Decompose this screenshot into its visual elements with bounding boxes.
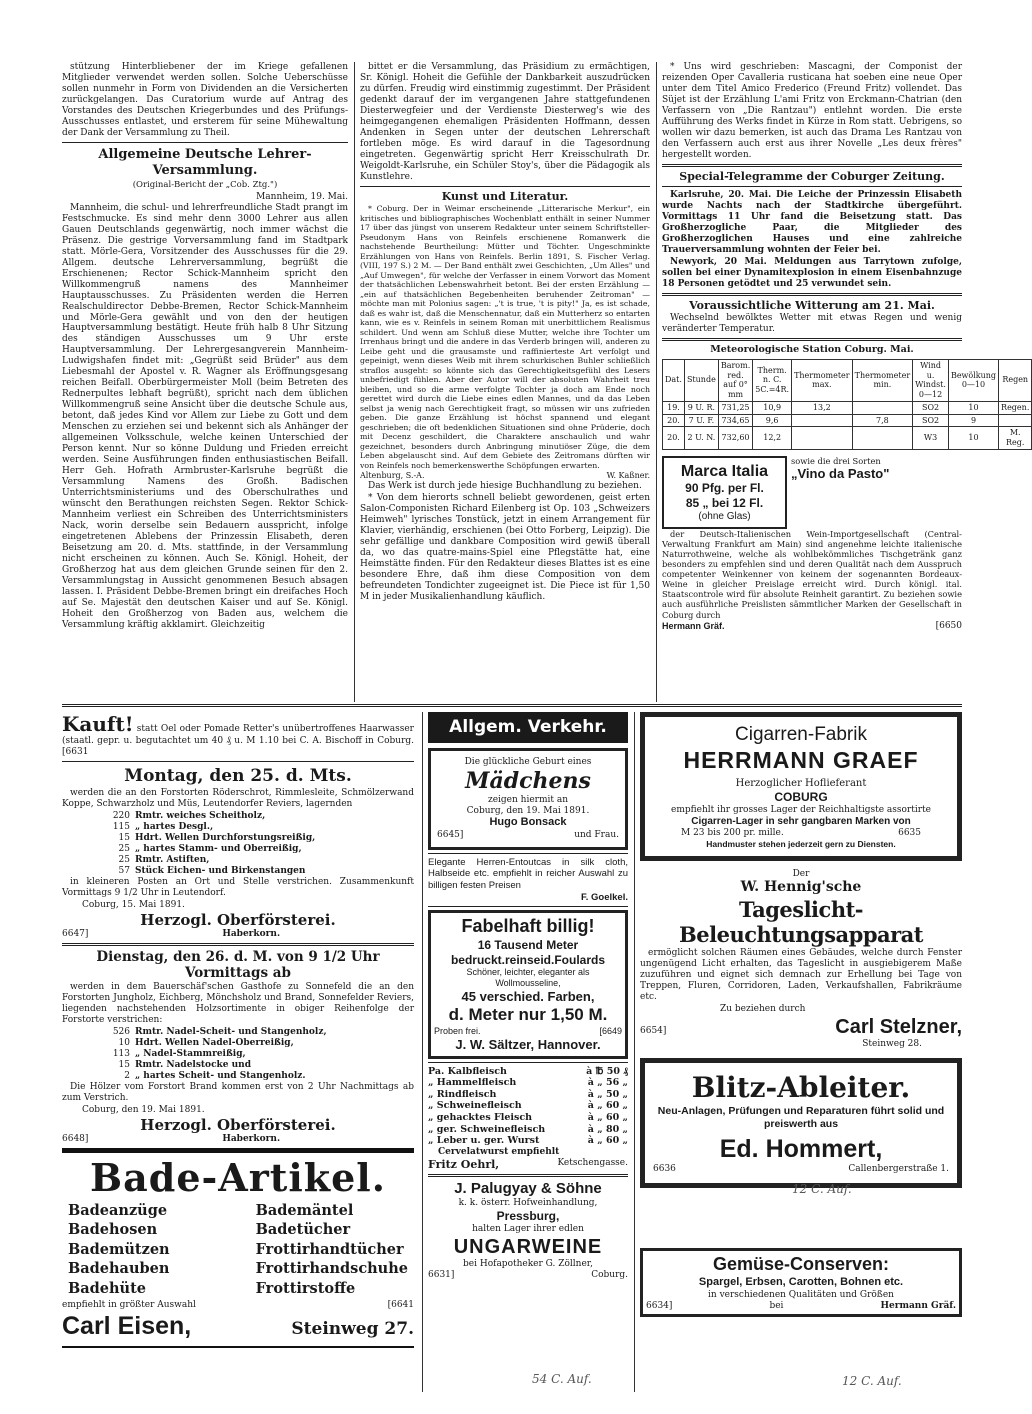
article-body: Mannheim, die schul- und lehrerfreundliche Stadt prangt im Festschmucke. Es sind mehr denn 3000 Lehrer aus allen Gauen Deutschlands gegenwärtig, noch immer wächst die Präsenz. Die gestrige Vorversammlung fand im Stadtpark statt. Mörle-Gera, Vorsitzender des Ausschusses für die 29. Allgem. deutsche Lehrerversammlung, begrüßt die Erschienenen; Rector Schick-Mannheim spricht den Willkommengruß namens des Mannheimer Hauptausschusses. Zu Präsidenten werden die Herren Realschuldirector Debbe-Bremen, Rector Schick-Mannheim und Mörle-Gera gewählt und von den der heutigen Hauptversammlung bestätigt. Heute früh halb 8 Uhr Sitzung des ständigen Ausschusses um 9 Uhr erste Hauptversammlung. Der Lehrergesangverein Mannheim-Ludwigshafen findet mit: „Gegrüßt seid Brüder" aus dem Liebesmahl der Apostel v. R. Wagner als Eröffnungsgesang reichen Beifall. Oberbürgermeister Moll (beim Betreten des Rednerpultes lebhaft begrüßt), spricht nach dem üblichen Willkommengruß seine Ansicht über die deutsche Schule aus, betont, daß jedes Kind vor Allem zur Liebe zu Gott und dem Menschen zu erziehen sei und bekennt sich als Anhänger der allgemeinen Volksschule, welche keinen Unterschied der Person kennt. Nur so könne Duldung und Frieden erreicht werden. Seine Ausführungen finden enthusiastischen Beifall. Herr Geh. Hofrath Armbruster-Karlsruhe begrüßt die Versammlung Namens des Großh. Badischen Unterrichtsministeriums und des Oberschulrathes und wünscht den Berathungen reichsten Segen. Rektor Schick-Mannheim verliest ein Schreiben des Unterrichtsministers Nack, worin derselbe sein Bedauern ausspricht, infolge eingetretenen Ablebens der Prinzessin Elisabeth, deren Beisetzung am 20. d. Mts. stattfinde, in der Versammlung nicht erscheinen zu können. Auch Se. Königl. Hoheit, der Großherzog hat aus dem gleichen Grunde seinen für den 2. Versammlungstag in Aussicht genommenen Besuch absagen lassen. I. Präsident Debbe-Bremen bringt ein dreifaches Hoch auf Se. Majestät den deutschen Kaiser und auf Se. Königl. Hoheit den Großherzog von Baden aus, welchem die Versammlung kräftig akklamirt. Gleichzeitig [62, 202, 348, 630]
list-item [102, 1060, 414, 1071]
montag-title: Montag, den 25. d. Mts. [124, 766, 352, 787]
list-item [428, 1066, 628, 1078]
handwritten-note: 12 C. Auf. [842, 1374, 902, 1388]
saeltzer-num: [6649 [599, 1025, 622, 1036]
verkehr-banner: Allgem. Verkehr. [428, 712, 628, 743]
telegram-karlsruhe: Karlsruhe, 20. Mai. Die Leiche der Prinzessin Elisabeth wurde Nachts nach der Stadtkirche übergeführt. Vormittags 11 Uhr fand die Beisetzung statt. Das Großherzogliche Paar, die Mitglieder des Großherzoglichen Hauses und eine zahlreiche Trauerversammlung wohnten der Feier bei. [662, 190, 962, 255]
dienstag-num: 6648] [62, 1133, 89, 1144]
graef-l5: M 23 bis 200 pr. mille. [681, 828, 784, 839]
item-desc: Stück Eichen- und Birkenstangen [135, 865, 306, 876]
list-item [102, 1071, 414, 1082]
met-cell: 9,6 [753, 414, 792, 427]
item-name: „ Hammelfleisch [428, 1077, 517, 1089]
palugyay-title: J. Palugyay & Söhne [454, 1180, 602, 1198]
list-item: Bademützen [68, 1240, 170, 1258]
marca-price-2: 85 „ bei 12 Fl. [685, 495, 764, 510]
item-qty: 15 [118, 1059, 130, 1070]
bade-footer-row [62, 1300, 414, 1311]
list-item [428, 1077, 628, 1089]
item-price: à „ 60 „ [587, 1112, 628, 1124]
column-divider [656, 62, 657, 702]
column-2 [360, 62, 650, 702]
ad-dienstag [62, 949, 414, 1145]
review-body: * Coburg. Der in Weimar erscheinende „Litterarische Merkur", ein kritisches und bibliographisches Wochenblatt enthält in seiner Nummer 17 über das jüngst von unserem Redakteur unter seinem Schriftsteller-Pseudonym Hans von Reinfels erschienene Romanwerk die nachstehende Beurtheilung: Mütter und Töchter. Ungeschminkte Erzählungen von Hans von Reinfels. Berlin 1891, S. Fischer Verlag. (VIII, 197 S.) 2 M. — Der Band enthält zwei Geschichten, „Um Alles" und „Auf Umwegen", für welche der Verfasser in einem Vorwort das Moment der thatsächlichen Lebenswahrheit betont. Bei der ersten Erzählung — „ein auf thatsächlichen Begebenheiten beruhender Zeitroman" — möchte man mit Polonius sagen: „'t is true, 't is pity!" Ja, es ist schade, daß es wahr ist, daß die Menschennatur, daß ein Mutterherz so entarten kann, wie es v. Reinfels in seinem Roman mit unerbittlichem Realismus schildert. Und wenn am Schluß diese Mutter, welche ihre Tochter um Irrenhaus bringt und die andere in das Verderb bringen will, anderen zu Leibe geht und die grausamste und raffinierteste Art verfolgt und gepeinigt, wenn dieses Weib mit ihrem schurkischen Buhler schließlich straflos ausgeht: so könnte sich das Gerechtigkeitsgefühl des Lesers unbefriedigt fühlen. Aber der Autor will der absoluten Wahrheit treu bleiben, und so die arme verfolgte Tochter ja doch am Ende noch gerettet wird durch die Liebe eines edlen Mannes, und da das Leben selbst ja wenig nach Gerechtigkeit fragt, so müssen wir uns zufrieden geben. Die ganze Erzählung ist höchst spannend und elegant geschrieben; die oft bedenklichen Situationen sind ohne Prüderie, doch mit Decenz geschildert, die Charaktere anschaulich und wahr gezeichnet, besonders durch Anbringung minutiöser Züge, die dem Leben abgelauscht sind. Auf dem Gebiete des Zeitromans dürften wir von Reinfels noch bemerkenswerthe Schöpfungen erwarten. [360, 204, 650, 470]
saeltzer-row [434, 1026, 622, 1037]
item-price: à „ 50 „ [587, 1088, 628, 1100]
list-item [102, 833, 414, 844]
maedchen-name2: und Frau. [574, 829, 619, 840]
graef-num: 6635 [898, 828, 921, 839]
ad-blitz [640, 1058, 962, 1188]
list-item: Badehauben [68, 1260, 170, 1278]
montag-footer [62, 929, 414, 940]
list-item: Frottirhandschuhe [255, 1260, 408, 1278]
hennig-dealer: Carl Stelzner, [835, 1015, 962, 1038]
met-header-cell: Bewölkung 0—10 [948, 359, 998, 401]
palugyay-l2: Pressburg, [496, 1209, 560, 1224]
divider [428, 853, 628, 854]
saeltzer-l2: bedruckt.reinseid.Foulards [450, 952, 606, 967]
ad-saeltzer [428, 910, 628, 1059]
met-cell: 12,2 [753, 427, 792, 450]
met-cell: 9 U. R. [684, 401, 718, 414]
review-note: Das Werk ist durch jede hiesige Buchhandlung zu beziehen. [368, 480, 642, 491]
blitz-title: Blitz-Ableiter. [691, 1070, 911, 1104]
graef-l6: Handmuster stehen jederzeit gern zu Diensten. [706, 839, 896, 850]
list-item [428, 1135, 628, 1147]
item-qty: 25 [118, 854, 130, 865]
bade-street: Steinweg 27. [291, 1319, 414, 1340]
list-item [102, 1027, 414, 1038]
item-name: „ Rindfleisch [428, 1088, 497, 1100]
met-cell [852, 427, 913, 450]
maedchen-name1: Hugo Bonsack [489, 816, 567, 829]
met-row [663, 401, 1032, 414]
met-heading: Meteorologische Station Coburg. Mai. [710, 344, 914, 356]
marca-italia-box [662, 456, 787, 529]
ads-middle [428, 712, 628, 1392]
list-item [428, 1089, 628, 1101]
item-desc: Rmtr. Nadel-Scheit- und Stangenholz, [135, 1026, 327, 1037]
marca-price-1: 90 Pfg. per Fl. [685, 481, 764, 496]
marca-price-3: (ohne Glas) [698, 510, 751, 522]
article-intro: * Uns wird geschrieben: Mascagni, der Componist der reizenden Oper Cavalleria rusticana hat soeben eine neue Oper unter dem Titel Amico Frederico (Freund Fritz) vollendet. Das Süjet ist der Erzählung L'ami Fritz von Erckmann-Chatrian (den Verfassern von „Die Rantzau") entlehnt worden. Die erste Aufführung des Werks findet in Kürze in Rom statt. Uebrigens, so wollen wir dazu bemerken, ist auch das Drama Les Rantzau von den Verfassern auch erst aus ihrer Novelle „Les deux frères" hergestellt worden. [662, 62, 962, 160]
dienstag-date: Coburg, den 19. Mai 1891. [82, 1104, 205, 1115]
list-item [102, 866, 414, 877]
review-place: Altenburg, S.-A. [360, 471, 425, 481]
palugyay-l1: k. k. österr. Hofweinhandlung, [458, 1198, 598, 1209]
newspaper-page [62, 62, 1030, 1392]
vino-body: der Deutsch-Italienischen Wein-Importgesellschaft (Central-Verwaltung Frankfurt am Main) sind angenehme leichte italienische Naturrothweine, welche als wohlbekömmliches Tischgetränk ganz besonders zu empfehlen sind und deren Qualität nach dem Ausspruch competenter Weinkenner von keinem der sogenannten Bordeaux-Weine in gleicher Preislage erreicht wird. Durch königl. ital. Staatscontrole wird für absolute Reinheit garantirt. Zu beziehen sowie auch ausführliche Preislisten sämmtlicher Marken der Gesellschaft in Coburg durch [662, 528, 962, 620]
bade-num: [6641 [387, 1300, 414, 1311]
dienstag-sign2: Haberkorn. [222, 1133, 281, 1144]
graef-l2: COBURG [774, 790, 828, 805]
gemuese-title: Gemüse-Conserven: [712, 1254, 890, 1275]
met-cell: 10,9 [753, 401, 792, 414]
palugyay-l4: bei Hofapotheker G. Zöllner, [463, 1259, 593, 1270]
met-cell [852, 401, 913, 414]
item-name: Pa. Kalbfleisch [428, 1065, 507, 1077]
list-item [102, 822, 414, 833]
weather-heading: Voraussichtliche Witterung am 21. Mai. [689, 298, 935, 312]
item-name: „ Leber u. ger. Wurst [428, 1135, 540, 1147]
vino-title: „Vino da Pasto" [791, 465, 890, 481]
saeltzer-l6: Proben frei. [434, 1025, 481, 1036]
dienstag-items [62, 1027, 414, 1082]
montag-intro: werden die an den Forstorten Röderschrot, Rimmlesleite, Schmölzerwand Koppe, Schwarzholz und Müs, Leutendorfer Reviers, lagernden [62, 788, 414, 810]
met-cell: 10 [948, 401, 998, 414]
divider [428, 1174, 628, 1177]
item-qty: 25 [118, 843, 130, 854]
gemuese-l1: Spargel, Erbsen, Carotten, Bohnen etc. [698, 1276, 904, 1289]
oehrl-footer [428, 1158, 628, 1171]
maedchen-num: 6645] [437, 829, 464, 840]
montag-sign: Herzogl. Oberförsterei. [140, 910, 336, 929]
column-divider [422, 712, 423, 1392]
divider [662, 186, 962, 187]
review-signature [360, 471, 650, 481]
blitz-footer [653, 1164, 949, 1175]
hennig-text: ermöglicht solchen Räumen eines Gebäudes, welche durch Fenster ungenügend Licht erhalten, das Tageslicht in ausgiebigerem Maße zuzuführen und eignet sich demnach zur Erhellung bei Tage von Treppen, Fluren, Corridoren, Laden, Verkaufshallen, Fabrikräume etc. [640, 947, 962, 1002]
list-item: Frottirhandtücher [255, 1240, 404, 1258]
ad-oehrl [428, 1066, 628, 1171]
palugyay-num: 6631] [428, 1270, 455, 1281]
music-note: * Von dem hierorts schnell beliebt gewordenen, geist erten Salon-Componisten Richard Eilenberg ist Op. 103 „Schweizers Heimweh" lyrisches Tonstück, jetzt in einem Arrangement für Klavier, vierhändig, erschienen (bei Otto Forberg, Leipzig). Die sehr gefällige und dankbare Composition wird gewiß überall da, wo das quatre-mains-Spiel eine Pflegstätte hat, eine Heimstätte finden. Für den Redakteur dieses Blattes ist es eine besondere Ehre, daß ihm diese Composition von dem befreundeten Tondichter zugeeignet ist. Die Piece ist für 1,50 M in jeder Musikalienhandlung käuflich. [360, 492, 650, 602]
kauft-title: Kauft! [62, 712, 134, 736]
montag-num: 6647] [62, 929, 89, 940]
gemuese-l3: bei [769, 1300, 784, 1311]
montag-items [62, 811, 414, 877]
met-cell: 732,60 [718, 427, 752, 450]
list-item: Badehosen [68, 1221, 158, 1239]
item-qty: 2 [124, 1070, 130, 1081]
item-price: à „ 60 „ [587, 1100, 628, 1112]
item-desc: Rmtr. Astiften, [135, 854, 210, 865]
handwritten-note: 12 C. Auf. [792, 1182, 852, 1196]
saeltzer-l1: 16 Tausend Meter [477, 938, 579, 953]
saeltzer-title: Fabelhaft billig! [461, 916, 595, 937]
bade-dealer-row [62, 1311, 414, 1342]
list-item: Badetücher [255, 1221, 351, 1239]
graef-l4: Cigarren-Lager in sehr gangbaren Marken von [691, 816, 911, 827]
met-header-cell: Thermometer min. [852, 359, 913, 401]
list-item: Bademäntel [255, 1201, 354, 1219]
handwritten-note: 54 C. Auf. [532, 1372, 592, 1386]
review-author: W. Kaßner. [606, 471, 650, 481]
ad-kauft [62, 712, 414, 762]
item-qty: 526 [112, 1026, 130, 1037]
met-header-cell: Dat. [663, 359, 685, 401]
list-item: Badeanzüge [68, 1201, 168, 1219]
met-cell: 10 [948, 427, 998, 450]
maedchen-title: Mädchens [465, 767, 591, 794]
vino-dealer: Hermann Gräf. [662, 620, 725, 631]
item-price: à „ 60 „ [587, 1135, 628, 1147]
blitz-dealer: Ed. Hommert, [719, 1134, 883, 1163]
bade-dealer: Carl Eisen, [62, 1312, 192, 1341]
met-row [663, 414, 1032, 427]
met-cell [792, 414, 853, 427]
telegram-newyork: Newyork, 20 Mai. Meldungen aus Tarrytown zufolge, sollen bei einer Dynamitexplosion in einem Eisenbahnzuge 18 Personen getödtet und 25 verwundet sein. [662, 256, 962, 289]
graef-title2: HERRMANN GRAEF [683, 747, 919, 774]
list-item [428, 1112, 628, 1124]
palugyay-l3: halten Lager ihrer edlen [472, 1224, 584, 1235]
divider [62, 142, 348, 143]
met-row [663, 427, 1032, 450]
montag-outro: in kleineren Posten an Ort und Stelle verstrichen. Zusammenkunft Vormittags 9 1/2 Uhr in Leutendorf. [62, 876, 414, 898]
list-item [102, 1049, 414, 1060]
item-desc: „ hartes Scheit- und Stangenholz. [135, 1070, 306, 1081]
hennig-l3: Zu beziehen durch [720, 1003, 806, 1014]
list-item: Frottirstoffe [255, 1279, 356, 1297]
item-desc: Hdrt. Wellen Durchforstungsreißig, [135, 832, 316, 843]
vino-intro: sowie die drei Sorten [791, 455, 881, 466]
item-desc: „ hartes Stamm- und Oberreißig, [135, 843, 302, 854]
list-item: Badehüte [68, 1279, 147, 1297]
column-3 [662, 62, 1030, 702]
list-item [428, 1124, 628, 1136]
saeltzer-l3: Schöner, leichter, eleganter als Wollmousseline, [466, 967, 590, 989]
section-heading-kunst: Kunst und Literatur. [441, 189, 569, 203]
divider [428, 1062, 628, 1063]
dienstag-outro: Die Hölzer vom Forstort Brand kommen erst von 2 Uhr Nachmittags ab zum Verstrich. [62, 1081, 414, 1103]
met-cell: 734,65 [718, 414, 752, 427]
gemuese-l2: in verschiedenen Qualitäten und Größen [708, 1289, 894, 1300]
item-desc: Hdrt. Wellen Nadel-Oberreißig, [135, 1037, 294, 1048]
hennig-l2: W. Hennig'sche [740, 879, 862, 896]
met-cell: 19. [663, 401, 685, 414]
section-divider [62, 704, 962, 707]
oehrl-line: Cervelatwurst empfiehlt [438, 1146, 560, 1157]
list-item [428, 1100, 628, 1112]
met-cell: W3 [913, 427, 949, 450]
met-cell: Regen. [999, 401, 1032, 414]
vino-num: [6650 [935, 620, 962, 631]
article-heading: Allgemeine Deutsche Lehrer-Versammlung. [98, 146, 312, 178]
met-header-cell: Therm. n. C. 5C.=4R. [753, 359, 792, 401]
article-intro: bittet er die Versammlung, das Präsidium zu ermächtigen, Sr. Königl. Hoheit die Gefühle der Dankbarkeit auszudrücken zu dürfen. Freudig wird einstimmig zugestimmt. Der Präsident gedenkt darauf der im vergangenen Jahre stattgefundenen Diesterwegfeier und der Verdienste Diesterweg's wie des heimgegangenen ehemaligen Präsidenten Hoffmann, dessen Andenken in Segen unter der deutschen Lehrerschaft fortleben möge. Es wird darauf in die Tagesordnung eingetreten. Gegenwärtig spricht Herr Kreisschulrath Dr. Weigoldt-Karlsruhe, ein Schüler Stoy's, über die Pädagogik als Kunstlehre. [360, 62, 650, 182]
graef-row [651, 828, 951, 839]
met-header-cell: Thermometer max. [792, 359, 853, 401]
met-cell: M. Reg. [999, 427, 1032, 450]
ad-gemuese [640, 1248, 962, 1317]
hennig-num: 6654] [640, 1025, 667, 1036]
hennig-title: Tageslicht-Beleuchtungsapparat [679, 896, 923, 948]
oehrl-items [428, 1066, 628, 1147]
divider [662, 293, 962, 296]
met-cell: 20. [663, 427, 685, 450]
item-desc: „ hartes Desgl., [135, 821, 214, 832]
gemuese-footer [646, 1301, 956, 1312]
item-desc: Rmtr. Nadelstocke und [135, 1059, 252, 1070]
met-cell: 9 [948, 414, 998, 427]
goelkel-text: Elegante Herren-Entoutcas in silk cloth, Halbseide etc. empfiehlt in reicher Auswahl zu billigen festen Preisen [428, 856, 628, 891]
met-table [662, 359, 1032, 450]
telegram-heading: Special-Telegramme der Coburger Zeitung. [679, 169, 945, 183]
met-header-cell: Wind u. Windst. 0—12 [913, 359, 949, 401]
divider [62, 943, 414, 946]
met-cell: 13,2 [792, 401, 853, 414]
palugyay-title2: UNGARWEINE [453, 1236, 603, 1258]
saeltzer-l5: d. Meter nur 1,50 M. [448, 1005, 608, 1025]
bade-left-list [68, 1201, 170, 1299]
article-source: (Original-Bericht der „Cob. Ztg.") [132, 179, 278, 190]
item-qty: 220 [112, 811, 130, 821]
dienstag-intro: werden in dem Bauerschäf'schen Gasthofe zu Sonnefeld die an den Forstorten Jungholz, Eichberg, Mönchsholz und Brand, Sonnefelder Reviers, liegenden nachstehenden Holzsortimente in obiger Reihenfolge der Forstorte verstrichen: [62, 981, 414, 1025]
kauft-num: [6631 [62, 747, 89, 758]
palugyay-footer [428, 1270, 628, 1281]
item-desc: Rmtr. weiches Scheitholz, [135, 811, 266, 821]
blitz-street: Callenbergerstraße 1. [848, 1164, 949, 1175]
bade-footer: empfiehlt in größter Auswahl [62, 1300, 196, 1311]
met-header-cell: Regen [999, 359, 1032, 401]
list-item [102, 1038, 414, 1049]
item-desc: „ Nadel-Stammreißig, [135, 1048, 246, 1059]
montag-sign2: Haberkorn. [222, 929, 281, 940]
met-cell [999, 414, 1032, 427]
met-cell: 2 U. N. [684, 427, 718, 450]
hennig-street: Steinweg 28. [862, 1038, 922, 1049]
ad-montag [62, 766, 414, 940]
met-cell: SO2 [913, 414, 949, 427]
ad-hennig [640, 869, 962, 1050]
column-divider [354, 62, 355, 702]
graef-title1: Cigarren-Fabrik [735, 724, 867, 745]
item-qty: 10 [118, 1037, 130, 1048]
list-item [102, 811, 414, 822]
vino-footer [662, 621, 962, 632]
met-cell: 7,8 [852, 414, 913, 427]
kauft-text: statt Oel oder Pomade Retter's unübertroffenes Haarwasser (staatl. gepr. u. begutachtet um 40 ₰ u. M 1.10 bei C. A. Bischoff in Coburg. [62, 724, 414, 747]
palugyay-l5: Coburg. [591, 1270, 628, 1281]
gemuese-dealer: Hermann Gräf. [880, 1300, 956, 1311]
item-qty: 15 [118, 832, 130, 843]
goelkel-dealer: F. Goelkel. [581, 891, 628, 903]
article-dateline: Mannheim, 19. Mai. [256, 191, 348, 202]
divider [360, 186, 650, 187]
ad-maedchen [428, 748, 628, 850]
met-header-cell: Stunde [684, 359, 718, 401]
oehrl-dealer: Fritz Oehrl, [428, 1157, 500, 1171]
ads-right [640, 712, 962, 1392]
weather-text: Wechselnd bewölktes Wetter mit etwas Regen und wenig veränderter Temperatur. [662, 313, 962, 335]
hennig-footer [640, 1015, 962, 1039]
item-name: „ gehacktes Fleisch [428, 1112, 533, 1124]
maedchen-line3: Coburg, den 19. Mai 1891. [466, 805, 590, 816]
ad-graef [640, 712, 962, 861]
gemuese-num: 6634] [646, 1300, 673, 1311]
item-price: à ℔ 50 ₰ [586, 1065, 628, 1077]
item-qty: 115 [112, 821, 130, 832]
saeltzer-l4: 45 verschied. Farben, [461, 989, 595, 1005]
dienstag-title: Dienstag, den 26. d. M. von 9 1/2 Uhr Vormittags ab [96, 948, 380, 982]
oehrl-street: Ketschengasse. [557, 1157, 628, 1168]
maedchen-line1: Die glückliche Geburt eines [464, 756, 592, 767]
blitz-l1: Neu-Anlagen, Prüfungen und Reparaturen führt solid und preiswerth aus [657, 1105, 945, 1130]
met-cell: 20. [663, 414, 685, 427]
column-1 [62, 62, 348, 702]
graef-l1: Herzoglicher Hoflieferant [735, 778, 867, 790]
ad-palugyay [428, 1180, 628, 1281]
met-cell [792, 427, 853, 450]
maedchen-line2: zeigen hiermit an [487, 794, 569, 805]
item-name: „ ger. Schweinefleisch [428, 1123, 546, 1135]
met-cell: SO2 [913, 401, 949, 414]
item-price: à „ 80 „ [587, 1123, 628, 1135]
item-name: „ Schweinefleisch [428, 1100, 522, 1112]
hennig-l1: Der [792, 868, 810, 879]
ads-left [62, 712, 414, 1392]
graef-l3: empfiehlt ihr grosses Lager der Reichhaltigste assortirte [671, 805, 931, 816]
saeltzer-dealer: J. W. Sältzer, Hannover. [455, 1036, 601, 1052]
blitz-num: 6636 [653, 1164, 676, 1175]
divider [428, 906, 628, 907]
column-divider [634, 712, 635, 1392]
ad-goelkel [428, 857, 628, 903]
dienstag-sign: Herzogl. Oberförsterei. [140, 1115, 336, 1134]
dienstag-footer [62, 1134, 414, 1145]
met-header-cell: Barom. red. auf 0° mm [718, 359, 752, 401]
bade-lists [62, 1199, 414, 1301]
item-qty: 57 [118, 865, 130, 876]
list-item [102, 844, 414, 855]
marca-title: Marca Italia [680, 462, 769, 480]
met-cell: 7 U. F. [684, 414, 718, 427]
article-intro: stützung Hinterbliebener der im Kriege gefallenen Mitglieder verwendet werden sollen. Solche Ueberschüsse sollen nunmehr in Form von Dividenden an die Versicherten zurückgelangen. Das Curatorium wurde auf Antrag des Vorstandes des Deutschen Kriegerbundes und des Prüfungs-Ausschusses entlastet, und ersterem für seine Mühewaltung der Dank der Versammlung zu Theil. [62, 62, 348, 138]
vino-text [791, 456, 889, 529]
bade-title: Bade-Artikel. [90, 1154, 386, 1200]
item-qty: 113 [112, 1048, 130, 1059]
maedchen-footer [437, 830, 619, 841]
item-price: à „ 56 „ [587, 1077, 628, 1089]
met-cell: 731,25 [718, 401, 752, 414]
ad-bade [62, 1148, 414, 1348]
montag-date: Coburg, 15. Mai 1891. [82, 899, 185, 910]
divider [662, 338, 962, 341]
divider [662, 164, 962, 167]
list-item [102, 855, 414, 866]
wine-ad [662, 456, 962, 529]
bade-right-list [256, 1201, 408, 1299]
